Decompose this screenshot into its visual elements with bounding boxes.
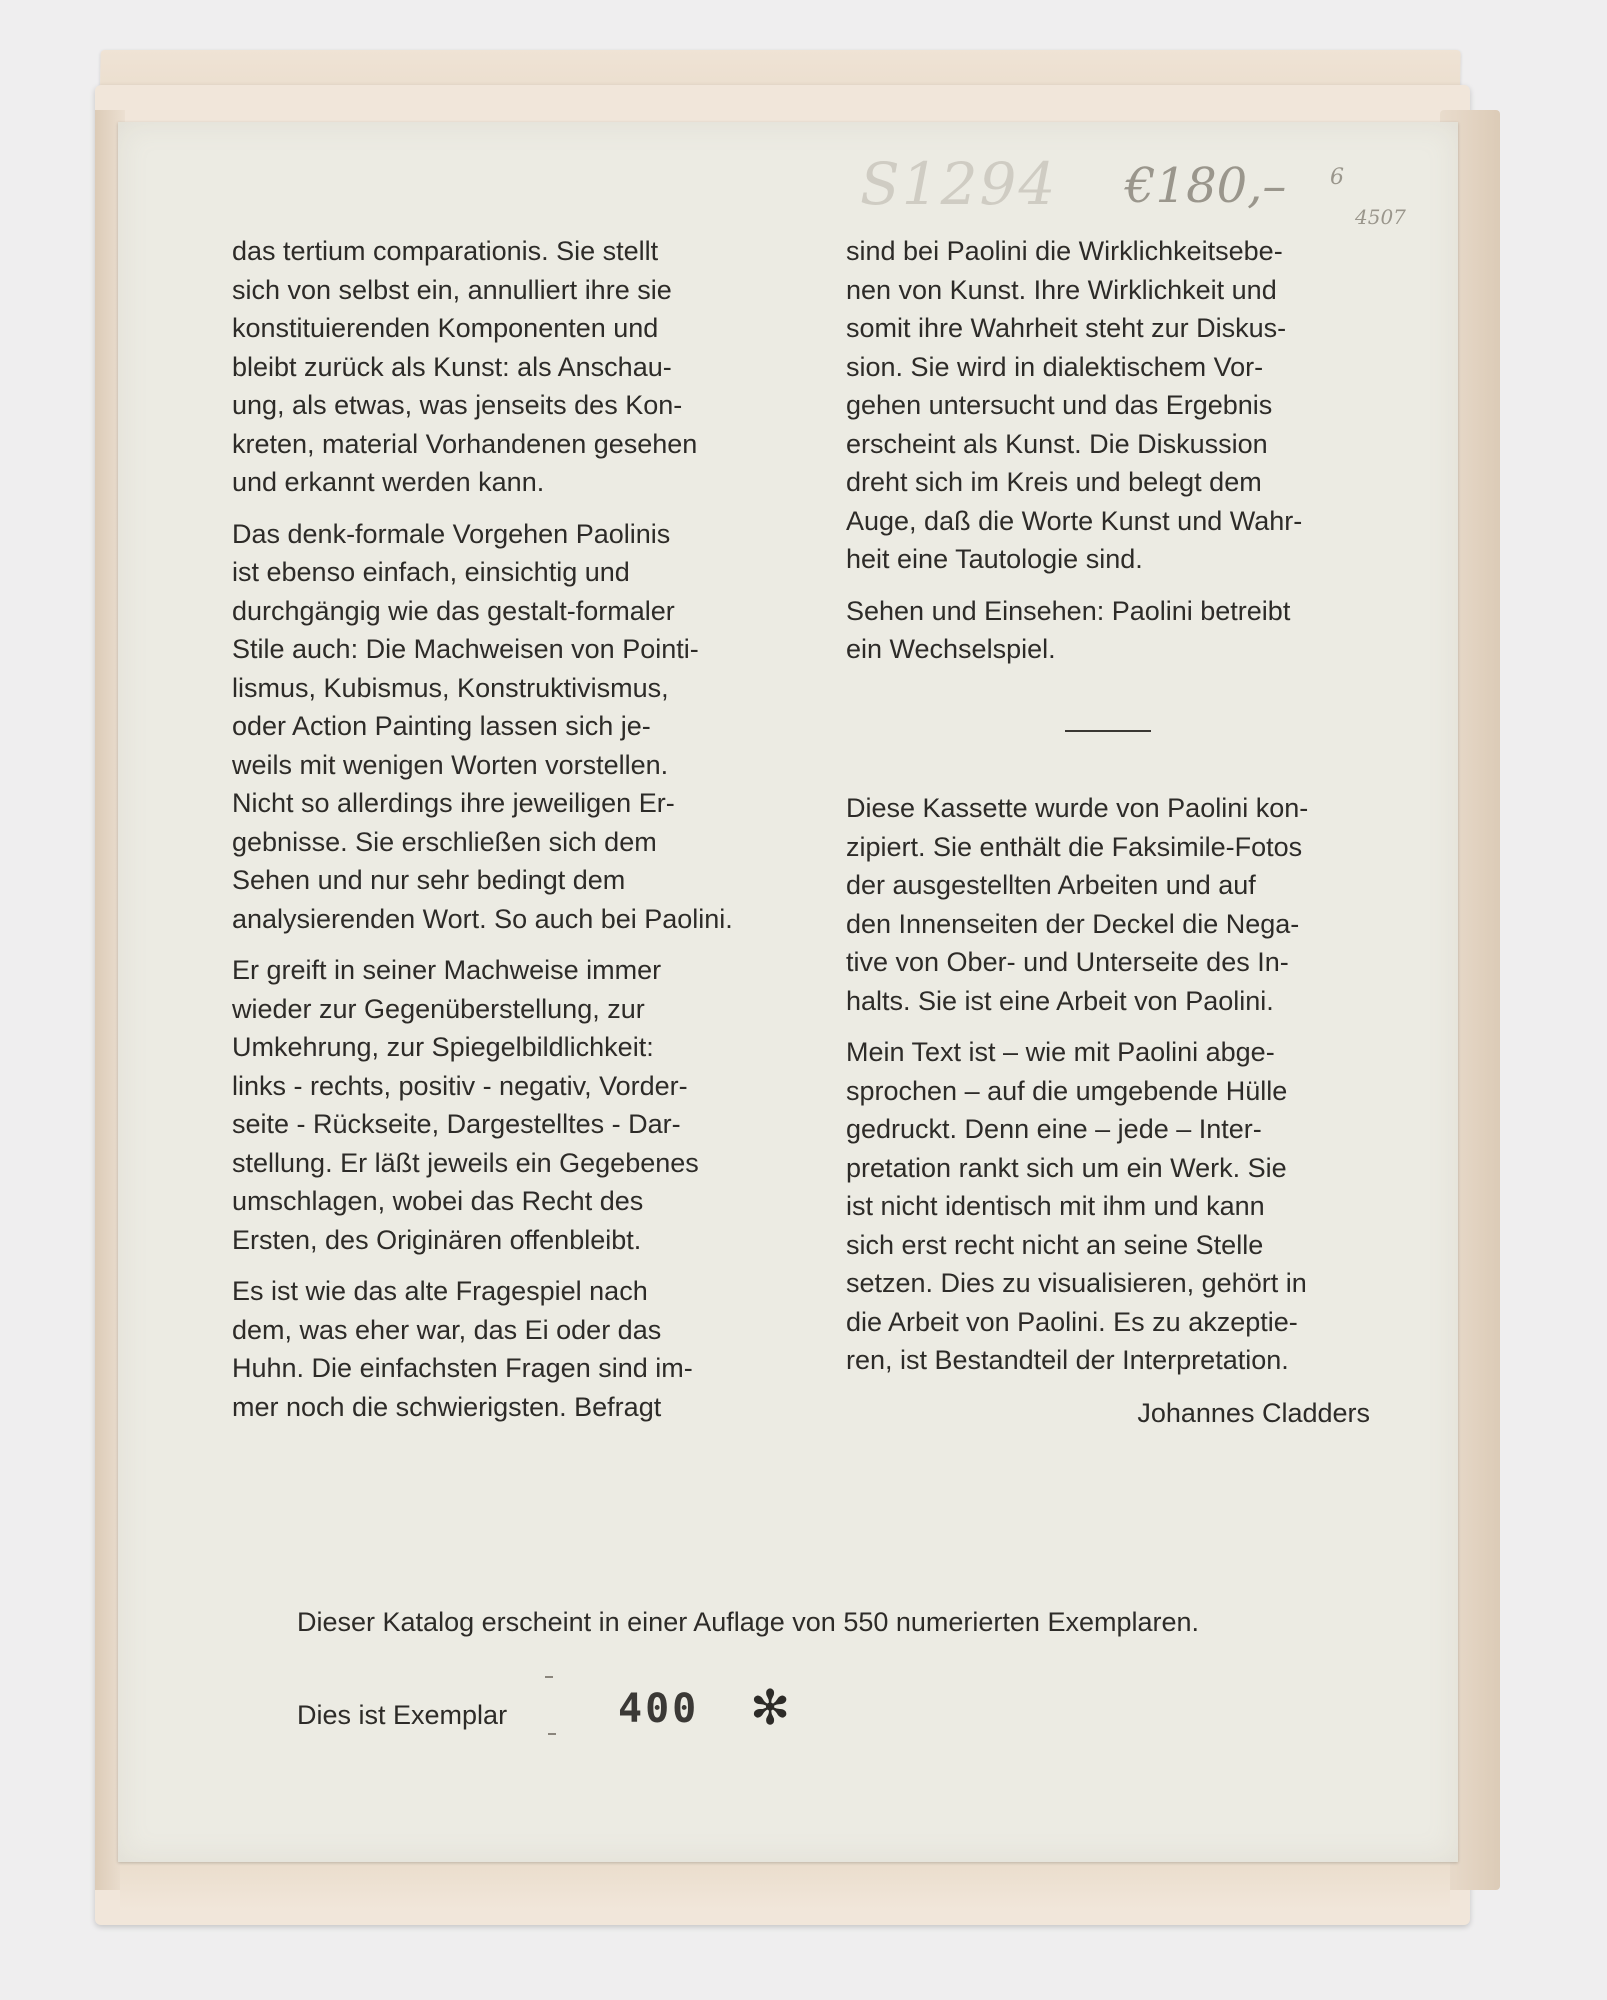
text-line: lismus, Kubismus, Konstruktivismus, [232, 672, 669, 703]
paragraph [846, 592, 1376, 669]
text-line: ist nicht identisch mit ihm und kann [846, 1191, 1265, 1221]
text-line: sich erst recht nicht an seine Stelle [846, 1229, 1264, 1260]
text-line: Es ist wie das alte Fragespiel nach [232, 1276, 648, 1306]
text-line: nen von Kunst. Ihre Wirklichkeit und [846, 274, 1277, 305]
paragraph [232, 1272, 802, 1426]
text-column-right-lower [846, 789, 1376, 1393]
text-line: durchgängig wie das gestalt-formaler [232, 595, 675, 626]
text-line: heit eine Tautologie sind. [846, 544, 1143, 574]
paragraph [232, 951, 802, 1259]
text-line: mer noch die schwierigsten. Befragt [232, 1391, 662, 1422]
text-line: Das denk-formale Vorgehen Paolinis [232, 518, 671, 549]
exemplar-number: 400 [618, 1686, 700, 1732]
text-line: umschlagen, wobei das Recht des [232, 1186, 644, 1216]
text-line: Sehen und Einsehen: Paolini betreibt [846, 595, 1291, 626]
text-line: und erkannt werden kann. [232, 467, 545, 497]
text-line: Umkehrung, zur Spiegelbildlichkeit: [232, 1032, 654, 1062]
asterisk-mark-icon: ✻ [750, 1680, 791, 1736]
text-line: bleibt zurück als Kunst: als Anschau- [232, 351, 672, 382]
text-line: der ausgestellten Arbeiten und auf [846, 870, 1256, 900]
text-line: links - rechts, positiv - negativ, Vorder- [232, 1070, 688, 1101]
handwritten-note-bottom: 4507 [1355, 205, 1406, 229]
text-line: sich von selbst ein, annulliert ihre sie [232, 274, 672, 305]
text-line: dreht sich im Kreis und belegt dem [846, 467, 1262, 497]
text-line: gedruckt. Denn eine – jede – Inter- [846, 1114, 1262, 1144]
text-line: oder Action Painting lassen sich je- [232, 711, 651, 741]
text-line: zipiert. Sie enthält die Faksimile-Fotos [846, 831, 1303, 862]
text-line: Er greift in seiner Machweise immer [232, 955, 662, 985]
text-line: wieder zur Gegenüberstellung, zur [232, 993, 645, 1024]
section-divider [1065, 730, 1151, 732]
text-line: die Arbeit von Paolini. Es zu akzeptie- [846, 1306, 1298, 1337]
paragraph [846, 1033, 1376, 1380]
text-line: seite - Rückseite, Dargestelltes - Dar- [232, 1109, 681, 1139]
paragraph [232, 232, 802, 502]
text-line: Ersten, des Originären offenbleibt. [232, 1224, 642, 1255]
handwritten-note-top: 6 [1330, 165, 1344, 190]
paragraph [846, 789, 1376, 1020]
text-line: ein Wechselspiel. [846, 634, 1056, 664]
text-line: gebnisse. Sie erschließen sich dem [232, 826, 657, 857]
paragraph [232, 515, 802, 939]
text-line: Auge, daß die Worte Kunst und Wahr- [846, 505, 1303, 536]
text-line: weils mit wenigen Worten vorstellen. [232, 749, 669, 780]
stamp-tick-mark [545, 1676, 553, 1678]
text-line: sind bei Paolini die Wirklichkeitsebe- [846, 236, 1283, 266]
edition-statement: Dieser Katalog erscheint in einer Auflage von 550 numerierten Exemplaren. [297, 1607, 1200, 1637]
text-line: ung, als etwas, was jenseits des Kon- [232, 390, 683, 420]
stamp-tick-mark [548, 1733, 556, 1735]
text-line: ist ebenso einfach, einsichtig und [232, 557, 630, 587]
text-line: Stile auch: Die Machweisen von Pointi- [232, 634, 699, 664]
paragraph [846, 232, 1376, 579]
text-line: sprochen – auf die umgebende Hülle [846, 1075, 1288, 1106]
text-line: erscheint als Kunst. Die Diskussion [846, 428, 1268, 459]
text-column-left [232, 232, 802, 1439]
text-line: den Innenseiten der Deckel die Nega- [846, 908, 1300, 939]
text-line: kreten, material Vorhandenen gesehen [232, 428, 698, 459]
author-signature: Johannes Cladders [1137, 1398, 1370, 1428]
text-line: setzen. Dies zu visualisieren, gehört in [846, 1268, 1307, 1298]
text-line: Nicht so allerdings ihre jeweiligen Er- [232, 788, 675, 818]
text-line: Huhn. Die einfachsten Fragen sind im- [232, 1353, 693, 1383]
text-line: stellung. Er läßt jeweils ein Gegebenes [232, 1147, 699, 1178]
handwritten-price: €180,– [1125, 158, 1287, 214]
text-line: konstituierenden Komponenten und [232, 313, 659, 343]
handwritten-reference: S1294 [860, 150, 1058, 218]
text-line: pretation rankt sich um ein Werk. Sie [846, 1152, 1287, 1183]
text-line: das tertium comparationis. Sie stellt [232, 236, 659, 266]
text-line: dem, was eher war, das Ei oder das [232, 1314, 662, 1345]
text-line: ren, ist Bestandteil der Interpretation. [846, 1345, 1289, 1375]
text-line: Mein Text ist – wie mit Paolini abge- [846, 1037, 1275, 1067]
text-line: Diese Kassette wurde von Paolini kon- [846, 793, 1309, 823]
exemplar-label: Dies ist Exemplar [297, 1700, 508, 1730]
text-line: gehen untersucht und das Ergebnis [846, 390, 1273, 420]
text-line: sion. Sie wird in dialektischem Vor- [846, 351, 1264, 382]
text-line: Sehen und nur sehr bedingt dem [232, 865, 626, 895]
text-line: tive von Ober- und Unterseite des In- [846, 947, 1289, 977]
text-line: somit ihre Wahrheit steht zur Diskus- [846, 313, 1287, 343]
text-line: halts. Sie ist eine Arbeit von Paolini. [846, 985, 1274, 1016]
text-line: analysierenden Wort. So auch bei Paolini. [232, 903, 733, 934]
text-column-right [846, 232, 1376, 682]
